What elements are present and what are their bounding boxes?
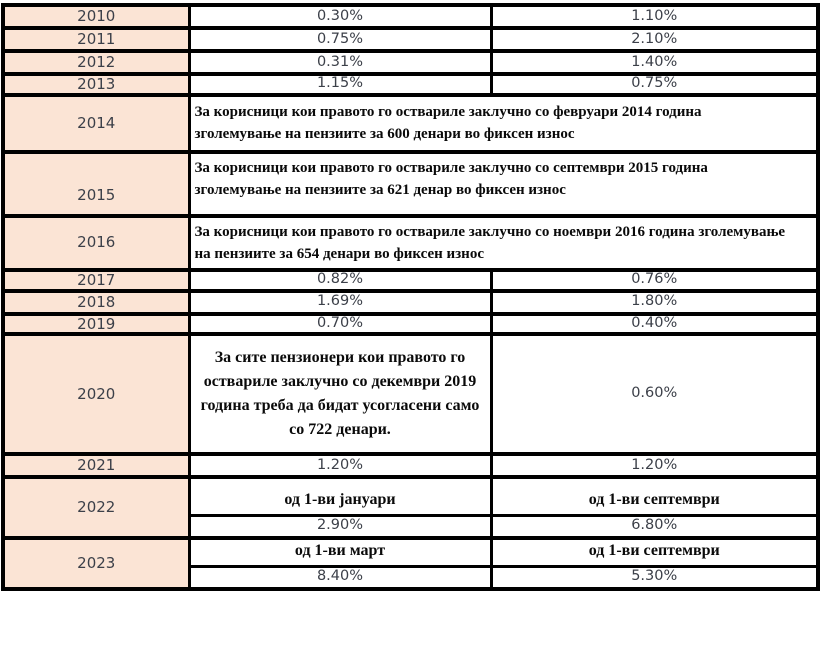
table-row-2012 [3, 51, 818, 74]
year-cell: 2018 [3, 291, 189, 314]
period-header-cell: од 1-ви септември [491, 538, 818, 566]
value-cell: 0.75% [189, 28, 491, 51]
value-cell: 0.30% [189, 5, 491, 28]
year-cell: 2015 [3, 152, 189, 216]
period-header-cell: од 1-ви септември [491, 477, 818, 515]
year-cell: 2014 [3, 95, 189, 152]
note-line: За корисници кои правото го оствариле заклучно со ноември 2016 година зголемување [194, 223, 786, 240]
year-cell: 2023 [3, 538, 189, 589]
note-line: со 722 денари. [289, 421, 391, 438]
value-cell: 5.30% [491, 566, 818, 589]
table-row-2010 [3, 5, 818, 28]
year-cell: 2017 [3, 270, 189, 291]
table-row-2023-periods [3, 538, 818, 566]
value-cell: 1.15% [189, 74, 491, 95]
table-row-2014 [3, 95, 818, 152]
year-cell: 2010 [3, 5, 189, 28]
table-row-2016 [3, 216, 818, 270]
note-line: За корисници кои правото го оствариле заклучно со февруари 2014 година [194, 104, 702, 120]
table-row-2022-periods [3, 477, 818, 515]
value-cell: 0.40% [491, 314, 818, 335]
value-cell: 1.69% [189, 291, 491, 314]
year-cell: 2013 [3, 74, 189, 95]
value-cell: 0.60% [491, 334, 818, 454]
period-header-cell: од 1-ви јануари [189, 477, 491, 515]
value-cell: 1.10% [491, 5, 818, 28]
year-cell: 2022 [3, 477, 189, 538]
table-row-2021 [3, 454, 818, 477]
value-cell: 8.40% [189, 566, 491, 589]
table-row-2011 [3, 28, 818, 51]
value-cell: 0.75% [491, 74, 818, 95]
year-cell: 2016 [3, 216, 189, 270]
value-cell: 0.31% [189, 51, 491, 74]
value-cell: 0.70% [189, 314, 491, 335]
note-cell [189, 216, 818, 270]
value-cell: 0.82% [189, 270, 491, 291]
note-line: оствариле заклучно со декември 2019 [203, 373, 477, 390]
value-cell: 0.76% [491, 270, 818, 291]
value-cell: 2.90% [189, 515, 491, 538]
note-cell [189, 334, 491, 454]
value-cell: 1.40% [491, 51, 818, 74]
table-row-2018 [3, 291, 818, 314]
year-cell: 2020 [3, 334, 189, 454]
note-line: За корисници кои правото го оствариле заклучно со септември 2015 година [194, 159, 708, 176]
table-row-2020 [3, 334, 818, 454]
value-cell: 2.10% [491, 28, 818, 51]
value-cell: 1.80% [491, 291, 818, 314]
year-cell: 2019 [3, 314, 189, 335]
table-row-2013 [3, 74, 818, 95]
note-cell [189, 95, 818, 152]
value-cell: 1.20% [491, 454, 818, 477]
note-line: година треба да бидат усогласени само [200, 397, 480, 414]
year-cell: 2011 [3, 28, 189, 51]
note-line: За сите пензионери кои правото го [214, 349, 466, 366]
year-cell: 2012 [3, 51, 189, 74]
value-cell: 1.20% [189, 454, 491, 477]
note-cell [189, 152, 818, 216]
note-line: зголемување на пензиите за 621 денар во фиксен износ [194, 181, 566, 198]
note-line: на пензиите за 654 денари во фиксен износ [194, 245, 484, 262]
table-row-2015 [3, 152, 818, 216]
value-cell: 6.80% [491, 515, 818, 538]
note-line: зголемување на пензиите за 600 денари во фиксен износ [194, 126, 575, 142]
period-header-cell: од 1-ви март [189, 538, 491, 566]
table-row-2019 [3, 314, 818, 335]
year-cell: 2021 [3, 454, 189, 477]
pension-adjustment-table [1, 3, 820, 591]
table-row-2017 [3, 270, 818, 291]
